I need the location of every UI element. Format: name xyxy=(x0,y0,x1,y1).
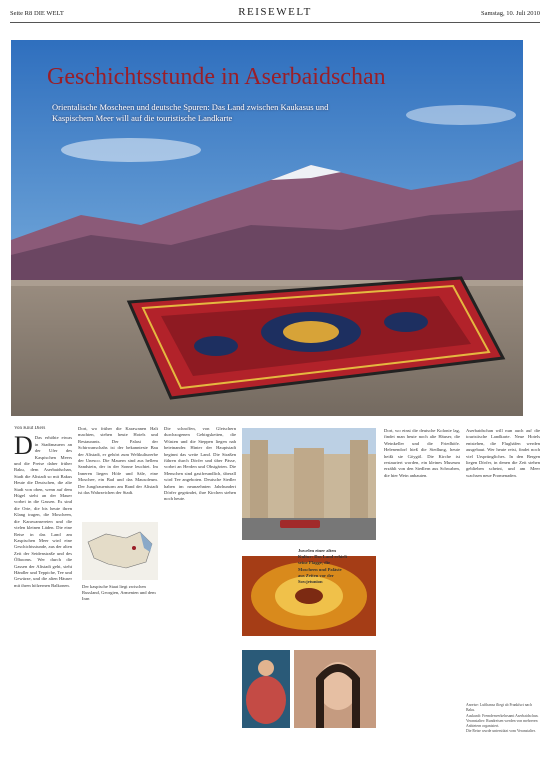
column-text: Die schroffen, von Gletschern durchzogenen Gebirgsketten, die Wüsten und die Steppen liegen nah beieinander. Hinter der Hauptstadt beginnt das weite Land. Die Straßen führen durch Dörfer und über Pässe, vorbei an Herden und Obstgärten. Die Menschen sind gastfreundlich, überall wird Tee angeboten. Deutsche Siedler haben im neunzehnten Jahrhundert Dörfer gegründet, ihre Kirchen stehen noch heute. xyxy=(164,426,236,502)
info-item: Die Reise wurde unterstützt vom Veranstalter. xyxy=(466,729,536,734)
column-text: Aserbaidschan will nun auch auf die touristische Landkarte. Neue Hotels entstehen, die Flughäfen werden ausgebaut. Wer heute reist, findet noch viel Ursprüngliches. In den Bergen liegen Dörfer, in denen die Zeit stehen geblieben scheint, und am Meer wachsen neue Promenaden. xyxy=(466,428,540,478)
newspaper-name: DIE WELT xyxy=(34,10,64,17)
map-graphic xyxy=(82,522,158,580)
section-title: REISEWELT xyxy=(238,6,312,18)
palace-photo xyxy=(242,428,376,540)
photo-caption: Juwelen einer alten Kultur: Das Land erhielt seine Flagge, die Moscheen und Paläste aus Zeiten vor der Sowjetunion xyxy=(298,548,348,585)
map-caption: Der kaspische Staat liegt zwischen Russland, Georgien, Armenien und dem Iran xyxy=(82,584,156,602)
article-column-1 xyxy=(14,426,72,756)
byline: Von Knut Diers xyxy=(14,426,46,431)
page-header xyxy=(10,6,540,23)
woman-photo xyxy=(294,650,376,728)
article-subtitle: Orientalische Moscheen und deutsche Spuren: Das Land zwischen Kaukasus und Kaspischem Meer will auf die touristische Landkarte xyxy=(52,102,329,123)
article-title: Geschichtsstunde in Aserbaidschan xyxy=(47,64,386,90)
drop-cap: D xyxy=(14,431,33,461)
info-box xyxy=(466,703,540,735)
dancer-photo xyxy=(242,650,290,728)
column-text: Dort, wo einst die deutsche Kolonie lag, findet man heute noch alte Häuser, die Weinkeller und die Friedhöfe. Helenendorf hieß die Siedlung, heute heißt sie Göygöl. Die Kirche ist restauriert worden, ein kleines Museum erzählt von den Siedlern aus Schwaben, die hier Wein anbauten. xyxy=(384,428,460,478)
info-item: Veranstalter: Rundreisen werden von mehreren Anbietern organisiert. xyxy=(466,718,538,729)
article-column-4 xyxy=(384,428,460,750)
article-column-3 xyxy=(164,426,236,756)
info-item: Auskunft: Fremdenverkehrsamt Aserbaidschan. xyxy=(466,713,539,718)
info-item: Anreise: Lufthansa fliegt ab Frankfurt nach Baku. xyxy=(466,703,532,713)
page-number: Seite R8 xyxy=(10,10,33,17)
article-column-5 xyxy=(466,428,540,698)
column-text: Dort, wo früher die Karawanen Halt machten, stehen heute Hotels und Restaurants. Der Palast der Schirwanschahs ist der bekannteste Bau der Altstadt, er gehört zum Weltkulturerbe der Unesco. Die Mauern sind aus hellem Sandstein, der in der Sonne leuchtet. Im Inneren liegen Höfe und Säle, eine Moschee, ein Bad und das Mausoleum. Der Jungfrauenturm am Rand der Altstadt ist das Wahrzeichen der Stadt. xyxy=(78,426,158,496)
issue-date: Samstag, 10. Juli 2010 xyxy=(480,10,540,17)
hero-photo xyxy=(11,40,523,416)
column-text: Das erhöhte etwas in Stadtmauern an der Ufer des Kaspischen Meers und die Preise daher früher Baku, dem Aserbaidschan, Stadt die Altstadt so mit Bakus Heute die Deutschen, die alte Stadt von oben, wenn auf dem Hügel steht an der Mauer vorbei in die Gassen. Es sind die Orte, die bis heute ihren Klang tragen, die Moscheen, die Karawansereien und die vielen kleinen Läden. Die eine Reise in das Land am Kaspischen Meer wird eine Geschichtsstunde, aus der alten Zeit der Seidenstraße und des Ölbooms. Wer durch die Gassen der Altstadt geht, sieht Händler und Teppiche, Tee und Gewürze, und die alten Häuser mit ihren hölzernen Balkonen. xyxy=(14,435,72,588)
